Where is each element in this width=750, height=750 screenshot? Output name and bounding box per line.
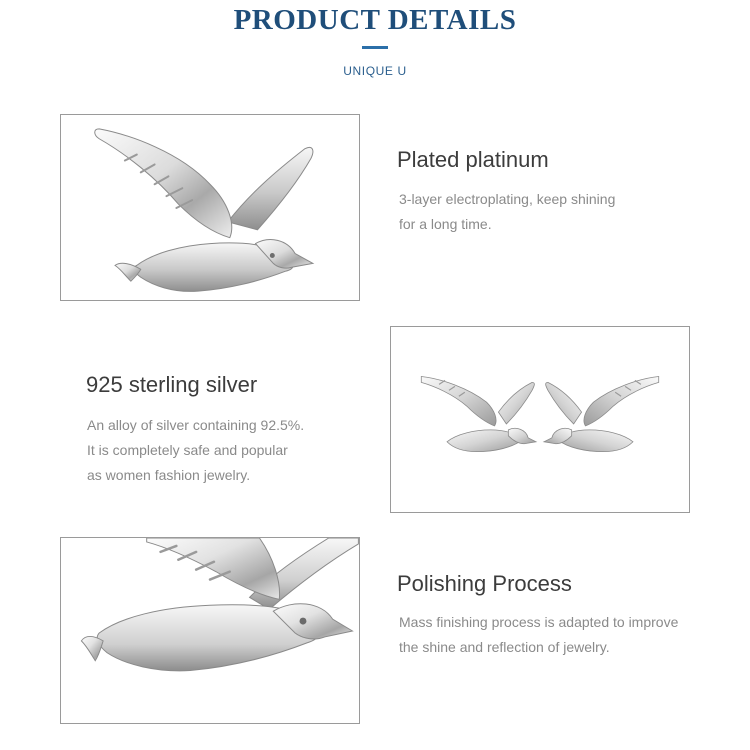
seagull-earring-image [61,115,359,300]
product-photo-pair [390,326,690,513]
feature-description-sterling-silver [87,413,304,488]
description-line: An alloy of silver containing 92.5%. [87,417,305,433]
right-earring [544,376,659,451]
description-line: as women fashion jewelry. [87,467,251,483]
seagull-earrings-pair-image [391,327,689,512]
feature-heading-sterling-silver: 925 sterling silver [86,372,258,397]
seagull-earring-macro-image [61,538,359,723]
description-line: It is completely safe and popular [87,442,288,458]
feature-heading-polishing-process: Polishing Process [397,571,572,596]
description-line: the shine and reflection of jewelry. [399,639,610,655]
description-line: Mass finishing process is adapted to improve [399,614,679,630]
feature-heading-plated-platinum: Plated platinum [397,147,549,172]
feature-description-plated-platinum [399,187,615,237]
feature-description-polishing-process [399,610,678,660]
description-line: for a long time. [399,216,492,232]
page-title: PRODUCT DETAILS [233,4,517,36]
product-photo-closeup [60,114,360,301]
product-photo-macro [60,537,360,724]
left-earring [421,376,536,451]
title-underline [362,46,388,49]
description-line: 3-layer electroplating, keep shining [399,191,616,207]
page-subtitle: UNIQUE U [343,64,407,78]
